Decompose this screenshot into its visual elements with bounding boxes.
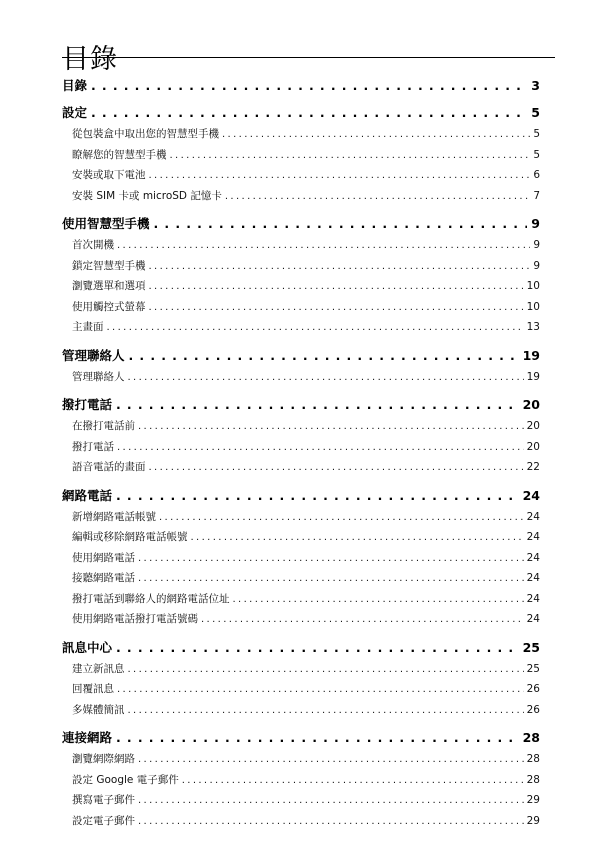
entry-page-number: 29 — [526, 794, 540, 806]
dot-leader — [116, 394, 519, 416]
dot-leader — [91, 102, 527, 124]
entry-title: 安裝 SIM 卡或 microSD 記憶卡 — [72, 189, 222, 202]
entry-title: 瀏覽選單和選項 — [72, 280, 146, 292]
dot-leader — [149, 257, 531, 278]
table-of-contents — [62, 75, 540, 838]
toc-entry-row[interactable] — [62, 700, 540, 721]
entry-title: 從包裝盒中取出您的智慧型手機 — [72, 128, 219, 140]
dot-leader — [149, 458, 524, 479]
dot-leader — [170, 146, 531, 167]
dot-leader — [154, 213, 528, 235]
toc-entry-list — [62, 367, 540, 388]
entry-title: 首次開機 — [72, 239, 114, 251]
dot-leader — [149, 277, 524, 298]
dot-leader — [138, 812, 524, 833]
chapter-title: 管理聯絡人 — [62, 347, 125, 363]
toc-entry-row[interactable] — [62, 659, 540, 680]
dot-leader — [117, 680, 524, 701]
entry-page-number: 6 — [533, 169, 540, 181]
dot-leader — [129, 345, 519, 367]
dot-leader — [91, 75, 527, 97]
toc-entry-row[interactable] — [62, 457, 540, 478]
entry-title: 撰寫電子郵件 — [72, 794, 135, 806]
toc-chapter-row[interactable] — [62, 394, 540, 416]
toc-entry-row[interactable] — [62, 165, 540, 186]
entry-title: 撥打電話到聯絡人的網路電話位址 — [72, 592, 230, 605]
entry-title: 編輯或移除網路電話帳號 — [72, 531, 188, 543]
toc-entry-row[interactable] — [62, 790, 540, 811]
entry-page-number: 5 — [533, 148, 540, 161]
entry-title: 在撥打電話前 — [72, 420, 135, 432]
page-title: 目錄 — [62, 44, 118, 76]
entry-page-number: 25 — [526, 662, 540, 675]
toc-entry-row[interactable] — [62, 297, 540, 318]
chapter-title: 設定 — [62, 105, 88, 120]
dot-leader — [138, 569, 524, 590]
toc-section — [62, 485, 540, 630]
toc-section — [62, 75, 540, 97]
entry-title: 設定 Google 電子郵件 — [72, 773, 179, 786]
toc-chapter-row[interactable] — [62, 75, 540, 97]
entry-title: 瞭解您的智慧型手機 — [72, 148, 167, 161]
entry-page-number: 28 — [526, 753, 540, 765]
toc-entry-row[interactable] — [62, 317, 540, 338]
chapter-title: 撥打電話 — [62, 397, 113, 412]
chapter-page-number: 24 — [522, 487, 540, 503]
chapter-page-number: 3 — [531, 78, 540, 93]
toc-entry-list — [62, 416, 540, 478]
toc-entry-row[interactable] — [62, 811, 540, 832]
toc-entry-row[interactable] — [62, 276, 540, 297]
entry-title: 安裝或取下電池 — [72, 169, 146, 181]
dot-leader — [117, 438, 524, 459]
dot-leader — [116, 727, 519, 749]
toc-section — [62, 345, 540, 388]
chapter-page-number: 25 — [522, 639, 540, 655]
dot-leader — [225, 187, 530, 208]
entry-title: 設定電子郵件 — [72, 814, 135, 827]
entry-title: 主畫面 — [72, 321, 104, 333]
dot-leader — [182, 771, 524, 792]
toc-entry-row[interactable] — [62, 145, 540, 166]
dot-leader — [159, 508, 524, 529]
toc-entry-row[interactable] — [62, 124, 540, 145]
dot-leader — [222, 125, 530, 146]
dot-leader — [233, 590, 524, 611]
toc-section — [62, 637, 540, 721]
toc-entry-row[interactable] — [62, 568, 540, 589]
chapter-title: 目錄 — [62, 78, 88, 93]
toc-entry-row[interactable] — [62, 367, 540, 388]
entry-page-number: 24 — [526, 592, 540, 605]
toc-entry-list — [62, 507, 540, 630]
entry-page-number: 13 — [526, 321, 540, 333]
entry-title: 瀏覽網際網路 — [72, 753, 135, 765]
entry-page-number: 24 — [526, 572, 540, 584]
toc-entry-row[interactable] — [62, 609, 540, 630]
toc-chapter-row[interactable] — [62, 102, 540, 124]
chapter-title: 連接網路 — [62, 730, 113, 745]
dot-leader — [201, 610, 524, 631]
dot-leader — [138, 791, 524, 812]
chapter-title: 使用智慧型手機 — [62, 216, 150, 231]
entry-title: 使用觸控式螢幕 — [72, 300, 146, 313]
entry-page-number: 22 — [526, 461, 540, 473]
chapter-page-number: 5 — [531, 105, 540, 120]
toc-entry-list — [62, 124, 540, 206]
entry-page-number: 24 — [526, 531, 540, 543]
toc-section — [62, 394, 540, 478]
entry-page-number: 24 — [526, 510, 540, 523]
chapter-page-number: 9 — [531, 216, 540, 231]
chapter-page-number: 28 — [522, 730, 540, 745]
toc-entry-row[interactable] — [62, 770, 540, 791]
entry-title: 使用網路電話 — [72, 551, 135, 564]
dot-leader — [149, 298, 524, 319]
entry-page-number: 20 — [526, 420, 540, 432]
dot-leader — [149, 166, 531, 187]
toc-entry-row[interactable] — [62, 256, 540, 277]
entry-page-number: 28 — [526, 773, 540, 786]
dot-leader — [191, 528, 524, 549]
entry-title: 撥打電話 — [72, 440, 114, 453]
dot-leader — [128, 701, 524, 722]
toc-entry-row[interactable] — [62, 548, 540, 569]
toc-chapter-row[interactable] — [62, 345, 540, 367]
entry-title: 接聽網路電話 — [72, 572, 135, 584]
dot-leader — [128, 368, 524, 389]
entry-title: 建立新訊息 — [72, 662, 125, 675]
chapter-page-number: 20 — [522, 397, 540, 412]
toc-section — [62, 102, 540, 206]
entry-title: 新增網路電話帳號 — [72, 510, 156, 523]
entry-page-number: 7 — [533, 189, 540, 202]
entry-page-number: 26 — [526, 683, 540, 695]
entry-page-number: 26 — [526, 703, 540, 716]
toc-chapter-row[interactable] — [62, 213, 540, 235]
entry-page-number: 9 — [533, 259, 540, 272]
entry-page-number: 9 — [533, 239, 540, 251]
toc-chapter-row[interactable] — [62, 485, 540, 507]
dot-leader — [128, 660, 524, 681]
entry-page-number: 20 — [526, 440, 540, 453]
dot-leader — [138, 549, 524, 570]
toc-entry-row[interactable] — [62, 749, 540, 770]
dot-leader — [138, 417, 524, 438]
toc-entry-row[interactable] — [62, 235, 540, 256]
entry-page-number: 10 — [526, 280, 540, 292]
toc-entry-row[interactable] — [62, 679, 540, 700]
toc-chapter-row[interactable] — [62, 727, 540, 749]
chapter-title: 網路電話 — [62, 487, 113, 503]
entry-title: 鎖定智慧型手機 — [72, 259, 146, 272]
entry-page-number: 24 — [526, 613, 540, 625]
toc-section — [62, 213, 540, 338]
toc-section — [62, 727, 540, 831]
toc-entry-row[interactable] — [62, 437, 540, 458]
entry-title: 使用網路電話撥打電話號碼 — [72, 613, 198, 625]
entry-page-number: 29 — [526, 814, 540, 827]
toc-entry-row[interactable] — [62, 589, 540, 610]
dot-leader — [116, 637, 519, 659]
dot-leader — [116, 485, 519, 507]
entry-title: 語音電話的畫面 — [72, 461, 146, 473]
entry-title: 回覆訊息 — [72, 683, 114, 695]
entry-page-number: 24 — [526, 551, 540, 564]
dot-leader — [138, 750, 524, 771]
toc-entry-row[interactable] — [62, 527, 540, 548]
entry-title: 管理聯絡人 — [72, 370, 125, 383]
title-divider — [62, 57, 555, 58]
entry-title: 多媒體簡訊 — [72, 703, 125, 716]
toc-entry-row[interactable] — [62, 416, 540, 437]
toc-entry-row[interactable] — [62, 186, 540, 207]
toc-entry-row[interactable] — [62, 507, 540, 528]
chapter-page-number: 19 — [522, 347, 540, 363]
dot-leader — [117, 236, 530, 257]
toc-entry-list — [62, 235, 540, 338]
chapter-title: 訊息中心 — [62, 639, 113, 655]
entry-page-number: 19 — [526, 370, 540, 383]
dot-leader — [107, 318, 524, 339]
entry-page-number: 5 — [533, 128, 540, 140]
toc-entry-list — [62, 659, 540, 721]
toc-entry-list — [62, 749, 540, 831]
toc-chapter-row[interactable] — [62, 637, 540, 659]
entry-page-number: 10 — [526, 300, 540, 313]
